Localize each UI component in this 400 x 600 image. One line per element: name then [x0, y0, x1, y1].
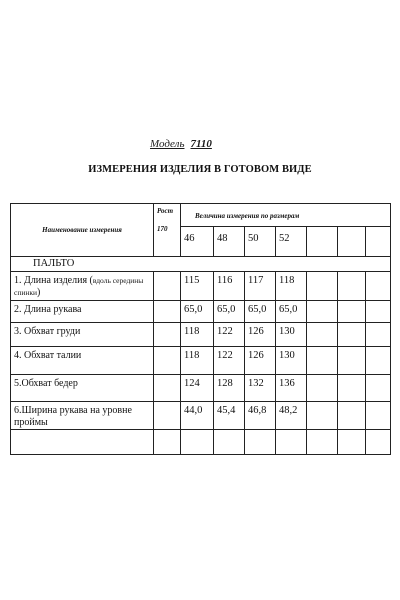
row-value: 130: [276, 347, 307, 375]
row-rost: [154, 347, 181, 375]
row-empty: [276, 430, 307, 455]
table-row: [11, 375, 391, 402]
row-value: 122: [214, 347, 245, 375]
row-empty: [366, 430, 391, 455]
header-rost-cell: [154, 204, 181, 257]
row-rost: [154, 402, 181, 430]
header-name-cell: [11, 204, 154, 257]
row-value: 65,0: [276, 301, 307, 323]
row-empty: [338, 323, 366, 347]
model-label: [150, 138, 212, 150]
header-rost-label: Рост: [157, 207, 174, 215]
header-name: Наименование измерения: [42, 225, 122, 234]
row-empty: [245, 430, 276, 455]
row-value: 118: [276, 272, 307, 301]
row-value: 126: [245, 323, 276, 347]
row-value: 124: [181, 375, 214, 402]
row-rost: [154, 272, 181, 301]
row-empty: [307, 301, 338, 323]
table-row: [11, 347, 391, 375]
header-range: Величина измерения по размерам: [195, 212, 300, 220]
size-empty: [338, 227, 366, 257]
row-value: 136: [276, 375, 307, 402]
row-empty: [366, 301, 391, 323]
row-value: 65,0: [181, 301, 214, 323]
row-value: 116: [214, 272, 245, 301]
header-range-cell: [181, 204, 391, 227]
row-empty: [338, 402, 366, 430]
row-value: 45,4: [214, 402, 245, 430]
row-empty: [338, 301, 366, 323]
row-value: 130: [276, 323, 307, 347]
row-rost: [154, 375, 181, 402]
row-empty: [214, 430, 245, 455]
row-empty: [366, 272, 391, 301]
row-value: 126: [245, 347, 276, 375]
row-value: 128: [214, 375, 245, 402]
header-rost-value: 170: [157, 225, 168, 234]
row-value: 46,8: [245, 402, 276, 430]
section-row: [11, 257, 391, 272]
row-name: 1. Длина изделия (вдоль середины спинки): [11, 272, 154, 301]
row-empty: [307, 323, 338, 347]
row-name-note: вдоль середины спинки: [14, 276, 144, 297]
row-empty: [307, 375, 338, 402]
row-name: 4. Обхват талии: [11, 347, 154, 375]
row-value: 44,0: [181, 402, 214, 430]
size-empty: [366, 227, 391, 257]
row-value: 117: [245, 272, 276, 301]
row-empty: [307, 430, 338, 455]
row-value: 65,0: [245, 301, 276, 323]
row-name: 5.Обхват бедер: [11, 375, 154, 402]
table-row-empty: [11, 430, 391, 455]
document-title: ИЗМЕРЕНИЯ ИЗДЕЛИЯ В ГОТОВОМ ВИДЕ: [88, 164, 312, 175]
row-empty: [338, 430, 366, 455]
row-empty: [338, 347, 366, 375]
row-value: 48,2: [276, 402, 307, 430]
row-empty: [307, 347, 338, 375]
row-empty: [11, 430, 154, 455]
row-value: 118: [181, 347, 214, 375]
row-value: 115: [181, 272, 214, 301]
row-name: 3. Обхват груди: [11, 323, 154, 347]
size-50: 50: [245, 227, 276, 257]
measurements-table: [10, 203, 391, 455]
row-empty: [366, 323, 391, 347]
size-48: 48: [214, 227, 245, 257]
row-name: 6.Ширина рукава на уровне проймы: [11, 402, 154, 430]
row-value: 132: [245, 375, 276, 402]
row-value: 118: [181, 323, 214, 347]
section-label: ПАЛЬТО: [11, 257, 391, 272]
model-number: 7110: [190, 138, 212, 150]
row-empty: [338, 375, 366, 402]
row-empty: [366, 375, 391, 402]
size-empty: [307, 227, 338, 257]
header-row-top: [11, 204, 391, 227]
table-row: [11, 323, 391, 347]
row-empty: [366, 347, 391, 375]
row-rost: [154, 323, 181, 347]
row-empty: [307, 402, 338, 430]
row-empty: [338, 272, 366, 301]
table-row: [11, 301, 391, 323]
table-row: [11, 272, 391, 301]
row-empty: [307, 272, 338, 301]
size-46: 46: [181, 227, 214, 257]
row-value: 65,0: [214, 301, 245, 323]
row-rost: [154, 301, 181, 323]
model-label-text: Модель: [150, 138, 185, 150]
size-52: 52: [276, 227, 307, 257]
row-name: 2. Длина рукава: [11, 301, 154, 323]
row-empty: [154, 430, 181, 455]
row-empty: [181, 430, 214, 455]
table-row: [11, 402, 391, 430]
row-value: 122: [214, 323, 245, 347]
row-empty: [366, 402, 391, 430]
